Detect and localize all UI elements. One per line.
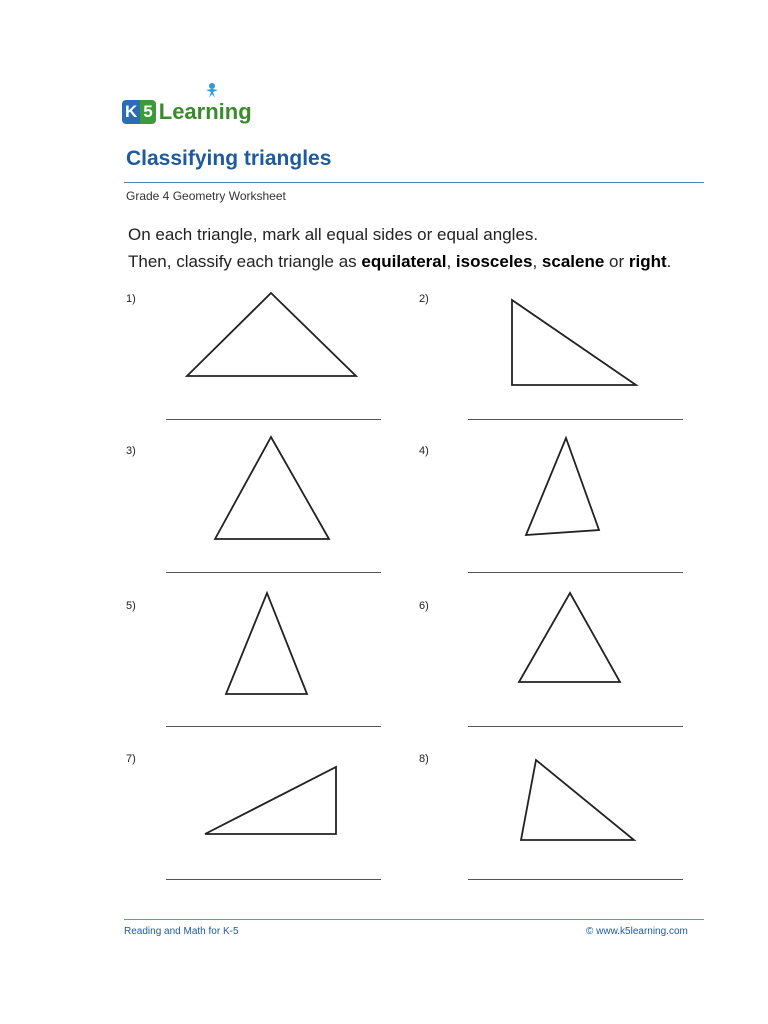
problem-number: 2) — [419, 293, 429, 305]
footer-divider — [124, 919, 704, 920]
page-title: Classifying triangles — [126, 147, 332, 170]
term-equilateral: equilateral — [361, 252, 447, 271]
problem-number: 6) — [419, 600, 429, 612]
answer-line-1[interactable] — [166, 419, 381, 420]
logo-wordmark: Learning — [158, 99, 252, 124]
logo-badge-k: K — [122, 100, 140, 124]
answer-line-2[interactable] — [468, 419, 683, 420]
instruction-sep-1: , — [446, 252, 456, 271]
term-right: right — [628, 252, 667, 271]
instruction-sep-2: , — [532, 252, 542, 271]
triangle-1 — [187, 293, 356, 376]
problem-number: 3) — [126, 445, 136, 457]
answer-line-3[interactable] — [166, 572, 381, 573]
instruction-line-1: On each triangle, mark all equal sides or equal angles. — [128, 225, 539, 244]
problem-number: 8) — [419, 753, 429, 765]
triangle-5 — [226, 593, 307, 694]
triangle-7 — [205, 767, 336, 834]
term-isosceles: isosceles — [455, 252, 533, 271]
triangle-3 — [215, 437, 329, 539]
problem-number: 5) — [126, 600, 136, 612]
footer-tagline: Reading and Math for K-5 — [124, 926, 239, 937]
logo-badge-5: 5 — [140, 100, 155, 124]
instruction-sep-3: or — [604, 252, 629, 271]
term-scalene: scalene — [541, 252, 605, 271]
answer-line-4[interactable] — [468, 572, 683, 573]
answer-line-5[interactable] — [166, 726, 381, 727]
problem-number: 7) — [126, 753, 136, 765]
answer-line-7[interactable] — [166, 879, 381, 880]
triangle-4 — [526, 438, 599, 535]
answer-line-8[interactable] — [468, 879, 683, 880]
footer-website-link[interactable]: © www.k5learning.com — [586, 926, 688, 937]
triangle-6 — [519, 593, 620, 682]
problem-number: 4) — [419, 445, 429, 457]
triangle-2 — [512, 300, 636, 385]
instruction-suffix: . — [666, 252, 672, 271]
answer-line-6[interactable] — [468, 726, 683, 727]
triangle-8 — [521, 760, 634, 840]
page-subtitle: Grade 4 Geometry Worksheet — [126, 189, 286, 203]
problem-number: 1) — [126, 293, 136, 305]
instruction-prefix: Then, classify each triangle as — [128, 252, 362, 271]
